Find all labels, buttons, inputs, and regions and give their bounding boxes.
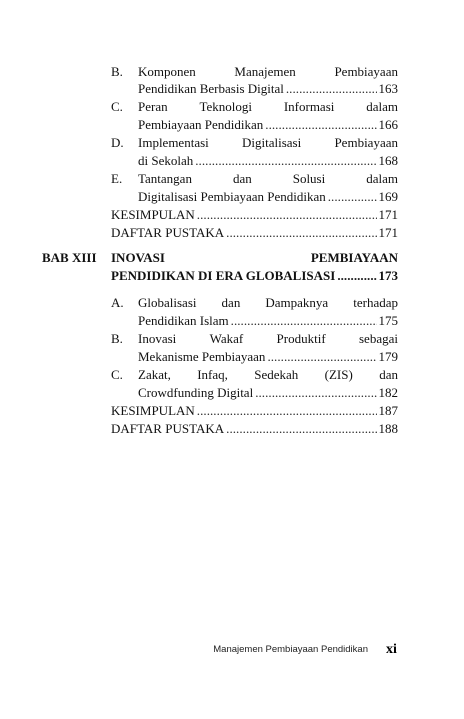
word: dan bbox=[221, 295, 241, 310]
word: Komponen bbox=[138, 64, 196, 79]
word: Zakat, bbox=[138, 367, 171, 382]
toc-entry-title: KESIMPULAN bbox=[111, 403, 195, 418]
word: terhadap bbox=[353, 295, 398, 310]
word: Pembiayaan bbox=[334, 135, 398, 150]
page-number: 173 bbox=[378, 268, 398, 283]
word: Sedekah bbox=[254, 367, 299, 382]
page-number: 166 bbox=[378, 117, 398, 132]
toc-entry-title: Crowdfunding Digital bbox=[138, 385, 254, 400]
toc-entry-letter: D. bbox=[111, 135, 124, 150]
toc-entry-title: DAFTAR PUSTAKA bbox=[111, 421, 225, 436]
toc-kesimpulan[interactable] bbox=[111, 402, 398, 419]
leader-dots bbox=[226, 224, 376, 241]
toc-entry-title: Mekanisme Pembiayaan bbox=[138, 349, 266, 364]
chapter-title-line[interactable] bbox=[111, 267, 398, 284]
word: PEMBIAYAAN bbox=[310, 250, 398, 265]
leader-dots bbox=[195, 152, 376, 169]
toc-kesimpulan[interactable] bbox=[111, 206, 398, 223]
page-number: 171 bbox=[378, 225, 398, 240]
page-number: 188 bbox=[378, 421, 398, 436]
toc-daftar-pustaka[interactable] bbox=[111, 420, 398, 437]
toc-entry-title-line bbox=[138, 170, 398, 187]
toc-entry-title-line bbox=[138, 366, 398, 383]
chapter-title-line[interactable] bbox=[111, 249, 398, 266]
leader-dots bbox=[286, 80, 377, 97]
leader-dots bbox=[231, 312, 377, 329]
word: dan bbox=[232, 171, 252, 186]
toc-entry-letter: C. bbox=[111, 99, 123, 114]
toc-entry-title: KESIMPULAN bbox=[111, 207, 195, 222]
word: sebagai bbox=[359, 331, 398, 346]
leader-dots bbox=[337, 267, 376, 284]
word: dalam bbox=[366, 99, 398, 114]
word: Inovasi bbox=[138, 331, 177, 346]
leader-dots bbox=[267, 348, 376, 365]
toc-entry-title: di Sekolah bbox=[138, 153, 194, 168]
leader-dots bbox=[197, 402, 377, 419]
toc-entry-title: Pendidikan Islam bbox=[138, 313, 229, 328]
toc-entry-title: Pendidikan Berbasis Digital bbox=[138, 81, 284, 96]
running-footer-title: Manajemen Pembiayaan Pendidikan bbox=[213, 644, 368, 655]
toc-entry-title-line bbox=[138, 134, 398, 151]
toc-entry-title-line bbox=[138, 63, 398, 80]
toc-entry-letter: C. bbox=[111, 367, 123, 382]
toc-entry-line[interactable] bbox=[138, 80, 398, 97]
word: Implementasi bbox=[138, 135, 209, 150]
toc-entry-title-line bbox=[138, 330, 398, 347]
word: Informasi bbox=[283, 99, 335, 114]
page-number: 163 bbox=[378, 81, 398, 96]
word: Globalisasi bbox=[138, 295, 197, 310]
leader-dots bbox=[265, 116, 376, 133]
toc-entry-letter: E. bbox=[111, 171, 123, 186]
toc-entry-line[interactable] bbox=[138, 152, 398, 169]
toc-entry-title-line bbox=[138, 98, 398, 115]
toc-entry-letter: B. bbox=[111, 64, 123, 79]
toc-entry-line[interactable] bbox=[138, 188, 398, 205]
word: Produktif bbox=[276, 331, 326, 346]
page-number: 179 bbox=[378, 349, 398, 364]
toc-entry-title: Pembiayaan Pendidikan bbox=[138, 117, 264, 132]
chapter-title: PENDIDIKAN DI ERA GLOBALISASI bbox=[111, 268, 336, 283]
leader-dots bbox=[255, 384, 376, 401]
footer-page-number: xi bbox=[386, 642, 397, 657]
word: Teknologi bbox=[199, 99, 252, 114]
word: Dampaknya bbox=[265, 295, 329, 310]
page-number: 187 bbox=[378, 403, 398, 418]
word: Pembiayaan bbox=[334, 64, 398, 79]
toc-entry-title: DAFTAR PUSTAKA bbox=[111, 225, 225, 240]
toc-entry-letter: A. bbox=[111, 295, 124, 310]
chapter-number: BAB XIII bbox=[42, 250, 97, 265]
word: dan bbox=[379, 367, 398, 382]
page-footer bbox=[0, 643, 464, 659]
page-number: 168 bbox=[378, 153, 398, 168]
toc-entry-line[interactable] bbox=[138, 384, 398, 401]
leader-dots bbox=[226, 420, 376, 437]
word: INOVASI bbox=[111, 250, 165, 265]
word: (ZIS) bbox=[324, 367, 353, 382]
word: Infaq, bbox=[197, 367, 228, 382]
word: dalam bbox=[366, 171, 398, 186]
page-number: 171 bbox=[378, 207, 398, 222]
page-number: 175 bbox=[378, 313, 398, 328]
word: Solusi bbox=[292, 171, 326, 186]
page-number: 169 bbox=[378, 189, 398, 204]
leader-dots bbox=[328, 188, 377, 205]
toc-entry-title: Digitalisasi Pembiayaan Pendidikan bbox=[138, 189, 326, 204]
page-number: 182 bbox=[378, 385, 398, 400]
toc-entry-title-line bbox=[138, 294, 398, 311]
toc-entry-letter: B. bbox=[111, 331, 123, 346]
word: Manajemen bbox=[234, 64, 296, 79]
toc-entry-line[interactable] bbox=[138, 312, 398, 329]
word: Digitalisasi bbox=[242, 135, 302, 150]
leader-dots bbox=[197, 206, 377, 223]
toc-entry-line[interactable] bbox=[138, 348, 398, 365]
word: Tantangan bbox=[138, 171, 192, 186]
word: Wakaf bbox=[209, 331, 244, 346]
word: Peran bbox=[138, 99, 168, 114]
toc-entry-line[interactable] bbox=[138, 116, 398, 133]
toc-daftar-pustaka[interactable] bbox=[111, 224, 398, 241]
